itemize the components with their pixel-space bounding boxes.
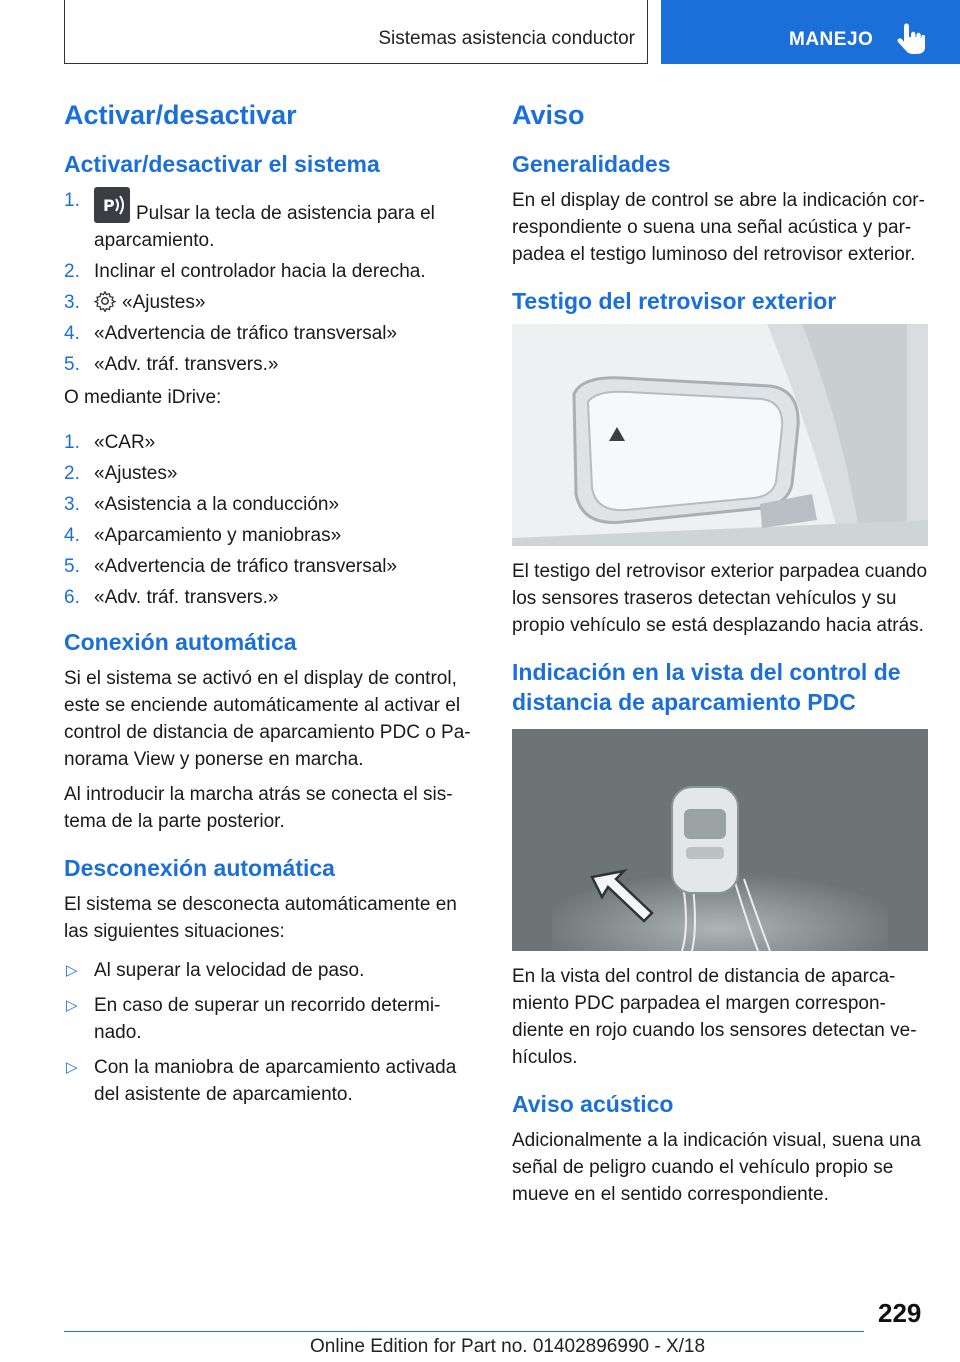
list-item <box>64 553 484 580</box>
acoustic-paragraph: Adicionalmente a la indicación visual, suena una señal de peligro cuando el vehículo propio se mueve en el sentido correspondiente. <box>512 1130 921 1205</box>
step-number: 3. <box>64 494 80 515</box>
heading-acoustic: Aviso acústico <box>512 1091 674 1117</box>
header-section-title: Sistemas asistencia conductor <box>378 28 635 49</box>
step-text: «Advertencia de tráfico transversal» <box>94 556 398 577</box>
header-section-box <box>64 0 648 64</box>
heading-activate-system: Activar/desactivar el sistema <box>64 151 380 177</box>
bullet-text: Con la maniobra de aparcamiento activada del asistente de aparcamiento. <box>94 1057 457 1105</box>
step-number: 2. <box>64 463 80 484</box>
list-item <box>64 491 484 518</box>
steps-list-b <box>64 429 484 611</box>
list-item <box>64 522 484 549</box>
footer-divider <box>64 1331 864 1332</box>
pdc-paragraph: En la vista del control de distancia de aparca- miento PDC parpadea el margen correspon- diente en rojo cuando los sensores detectan ve- hículos. <box>512 966 917 1068</box>
heading-warning: Aviso <box>512 100 585 130</box>
bullet-text: Al superar la velocidad de paso. <box>94 960 365 981</box>
auto-off-paragraph: El sistema se desconecta automáticamente en las siguientes situaciones: <box>64 894 457 942</box>
step-text: «Ajustes» <box>94 463 178 484</box>
step-number: 5. <box>64 354 80 375</box>
heading-general: Generalidades <box>512 151 671 177</box>
auto-on-paragraph-1: Si el sistema se activó en el display de control, este se enciende automáticamente al activar el control de distancia de aparcamiento PDC o Pa- norama View y ponerse en marcha. <box>64 668 471 770</box>
mirror-paragraph: El testigo del retrovisor exterior parpadea cuando los sensores traseros detectan vehículos y su propio vehículo se está desplazando hacia atrás. <box>512 561 928 636</box>
heading-pdc-view: Indicación en la vista del control de distancia de aparcamiento PDC <box>512 659 901 715</box>
step-text: «Aparcamiento y maniobras» <box>94 525 342 546</box>
list-item <box>64 1054 484 1108</box>
list-item <box>64 320 484 347</box>
list-item <box>64 992 484 1046</box>
list-item <box>64 460 484 487</box>
idrive-intro: O mediante iDrive: <box>64 387 222 408</box>
step-number: 2. <box>64 261 80 282</box>
gear-icon <box>94 290 116 312</box>
chapter-tab[interactable] <box>661 0 960 64</box>
step-text: «Adv. tráf. transvers.» <box>94 354 279 375</box>
bullet-text: En caso de superar un recorrido determi- nado. <box>94 995 441 1043</box>
triangle-bullet-icon: ▷ <box>66 962 78 979</box>
step-text: «Adv. tráf. transvers.» <box>94 587 279 608</box>
step-number: 4. <box>64 525 80 546</box>
step-number: 1. <box>64 190 80 211</box>
svg-text:P: P <box>103 196 115 215</box>
steps-list-a <box>64 187 484 378</box>
step-number: 5. <box>64 556 80 577</box>
step-number: 1. <box>64 432 80 453</box>
mirror-indicator-illustration <box>512 324 928 546</box>
heading-auto-on: Conexión automática <box>64 629 297 655</box>
step-number: 3. <box>64 292 80 313</box>
page-number: 229 <box>878 1298 922 1328</box>
pdc-view-illustration <box>512 729 928 951</box>
chapter-tab-label: MANEJO <box>789 29 874 50</box>
list-item <box>64 429 484 456</box>
left-column <box>64 100 484 1116</box>
heading-auto-off: Desconexión automática <box>64 855 335 881</box>
auto-on-paragraph-2: Al introducir la marcha atrás se conecta el sis- tema de la parte posterior. <box>64 784 453 832</box>
step-text: «Ajustes» <box>122 292 206 313</box>
list-item <box>64 289 484 316</box>
step-number: 6. <box>64 587 80 608</box>
park-assist-key-icon <box>94 187 130 223</box>
heading-mirror-indicator: Testigo del retrovisor exterior <box>512 288 837 314</box>
edition-note: Online Edition for Part no. 01402896990 - X/18 <box>310 1336 706 1357</box>
list-item <box>64 258 484 285</box>
step-text: «Advertencia de tráfico transversal» <box>94 323 398 344</box>
step-number: 4. <box>64 323 80 344</box>
hand-pointer-icon <box>895 22 925 56</box>
triangle-bullet-icon: ▷ <box>66 1059 78 1076</box>
general-paragraph: En el display de control se abre la indicación cor- respondiente o suena una señal acústica y par- padea el testigo luminoso del retrovisor exterior. <box>512 190 925 265</box>
heading-activate: Activar/desactivar <box>64 100 297 130</box>
right-column <box>512 100 928 1216</box>
step-text: Pulsar la tecla de asistencia para el aparcamiento. <box>94 203 435 251</box>
list-item <box>64 351 484 378</box>
list-item <box>64 957 484 984</box>
list-item <box>64 187 484 254</box>
auto-off-bullets <box>64 957 484 1108</box>
triangle-bullet-icon: ▷ <box>66 997 78 1014</box>
list-item <box>64 584 484 611</box>
step-text: «Asistencia a la conducción» <box>94 494 340 515</box>
step-text: «CAR» <box>94 432 156 453</box>
step-text: Inclinar el controlador hacia la derecha. <box>94 261 426 282</box>
